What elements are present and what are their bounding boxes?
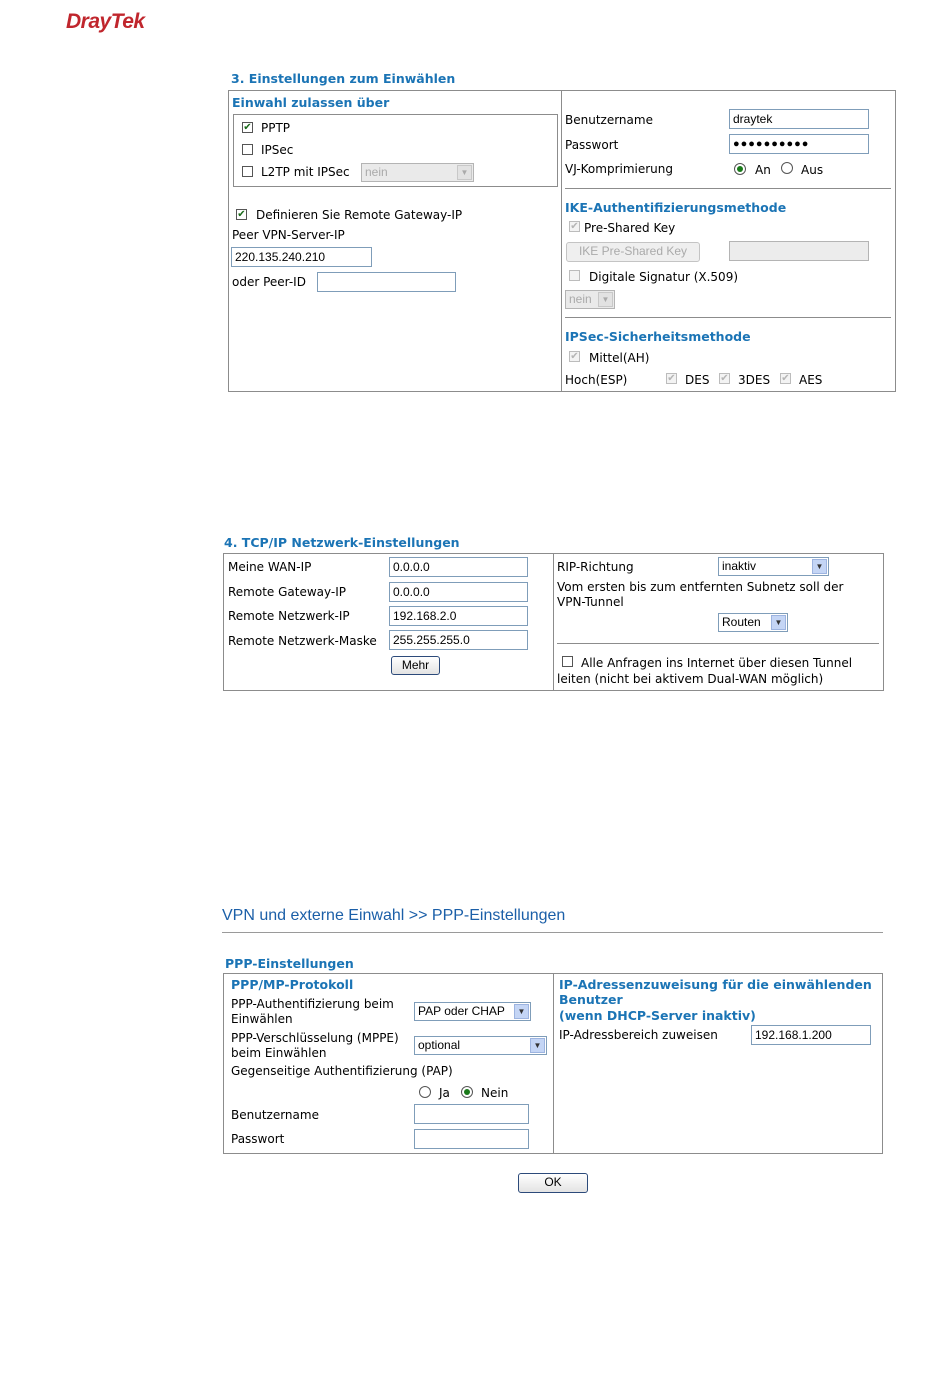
ppp-section-title: PPP-Einstellungen — [225, 956, 354, 971]
mutual-auth-no-radio[interactable] — [461, 1086, 473, 1098]
psk-label: Pre-Shared Key — [584, 221, 676, 235]
ike-psk-input[interactable] — [729, 241, 869, 261]
ppp-password-input[interactable] — [414, 1129, 529, 1149]
all-traffic-checkbox[interactable] — [562, 656, 573, 667]
digital-signature-select[interactable]: nein ▼ — [565, 290, 615, 309]
password-label: Passwort — [565, 138, 619, 152]
rip-direction-select[interactable]: inaktiv ▼ — [718, 557, 829, 576]
chevron-down-icon: ▼ — [812, 559, 827, 574]
mutual-auth-label: Gegenseitige Authentifizierung (PAP) — [231, 1064, 453, 1078]
route-text-line1: Vom ersten bis zum entfernten Subnetz soll der — [557, 580, 844, 594]
vj-on-radio[interactable] — [734, 163, 746, 175]
all-traffic-label-line1: Alle Anfragen ins Internet über diesen Tunnel — [581, 656, 853, 670]
my-wan-ip-input[interactable]: 0.0.0.0 — [389, 557, 528, 577]
separator — [557, 643, 879, 644]
ok-button[interactable]: OK — [518, 1173, 588, 1193]
chevron-down-icon: ▼ — [598, 292, 613, 307]
ip-assignment-title-line3: (wenn DHCP-Server inaktiv) — [559, 1008, 756, 1023]
separator — [565, 188, 891, 189]
ppp-encryption-select[interactable]: optional ▼ — [414, 1036, 547, 1055]
des-checkbox[interactable]: ✔ — [667, 373, 676, 384]
define-gateway-checkbox[interactable]: ✔ — [237, 209, 246, 220]
vj-compression-label: VJ-Komprimierung — [565, 162, 674, 176]
ike-auth-title: IKE-Authentifizierungsmethode — [565, 200, 787, 215]
remote-network-ip-label: Remote Netzwerk-IP — [228, 609, 350, 623]
ip-range-input[interactable]: 192.168.1.200 — [751, 1025, 871, 1045]
username-input[interactable]: draytek — [729, 109, 869, 129]
chevron-down-icon: ▼ — [530, 1038, 545, 1053]
allow-dialin-title: Einwahl zulassen über — [232, 95, 390, 110]
chevron-down-icon: ▼ — [457, 165, 472, 180]
high-esp-label: Hoch(ESP) — [565, 373, 628, 387]
ppp-password-label: Passwort — [231, 1132, 285, 1146]
ppp-auth-label-line2: Einwählen — [231, 1012, 293, 1026]
define-gateway-label: Definieren Sie Remote Gateway-IP — [256, 208, 463, 222]
more-button[interactable]: Mehr — [391, 656, 440, 675]
section4-divider — [553, 553, 554, 691]
ppp-username-input[interactable] — [414, 1104, 529, 1124]
aes-label: AES — [799, 373, 823, 387]
rip-direction-label: RIP-Richtung — [557, 560, 634, 574]
peer-id-label: oder Peer-ID — [232, 275, 306, 289]
3des-checkbox[interactable]: ✔ — [720, 373, 729, 384]
ip-assignment-title-line2: Benutzer — [559, 992, 623, 1007]
ppp-divider — [553, 973, 554, 1154]
pptp-label: PPTP — [261, 121, 291, 135]
ipsec-security-title: IPSec-Sicherheitsmethode — [565, 329, 751, 344]
separator — [565, 317, 891, 318]
remote-gateway-ip-input[interactable]: 0.0.0.0 — [389, 582, 528, 602]
ppp-encryption-label-line2: beim Einwählen — [231, 1046, 327, 1060]
vj-off-radio[interactable] — [781, 162, 793, 174]
ipsec-checkbox[interactable] — [242, 144, 253, 155]
peer-vpn-input[interactable]: 220.135.240.210 — [231, 247, 372, 267]
pptp-checkbox[interactable]: ✔ — [243, 122, 252, 133]
chevron-down-icon: ▼ — [771, 615, 786, 630]
ppp-mp-protocol-title: PPP/MP-Protokoll — [231, 977, 354, 992]
section4-title: 4. TCP/IP Netzwerk-Einstellungen — [224, 535, 460, 550]
3des-label: 3DES — [738, 373, 771, 387]
l2tp-select[interactable]: nein ▼ — [361, 163, 474, 182]
all-traffic-label-line2: leiten (nicht bei aktivem Dual-WAN möglich) — [557, 672, 824, 686]
ppp-encryption-label-line1: PPP-Verschlüsselung (MPPE) — [231, 1031, 399, 1045]
vj-on-label: An — [755, 163, 771, 177]
ppp-username-label: Benutzername — [231, 1108, 319, 1122]
medium-ah-checkbox[interactable]: ✔ — [570, 351, 579, 362]
ppp-auth-label-line1: PPP-Authentifizierung beim — [231, 997, 394, 1011]
mutual-auth-no-label: Nein — [481, 1086, 509, 1100]
remote-gateway-ip-label: Remote Gateway-IP — [228, 585, 347, 599]
page-title: VPN und externe Einwahl >> PPP-Einstellungen — [222, 907, 566, 924]
route-text-line2: VPN-Tunnel — [557, 595, 624, 609]
ike-psk-button[interactable]: IKE Pre-Shared Key — [566, 242, 700, 262]
ppp-auth-select[interactable]: PAP oder CHAP ▼ — [414, 1002, 531, 1021]
title-underline — [222, 932, 883, 933]
draytek-logo: DrayTek — [66, 10, 145, 33]
my-wan-ip-label: Meine WAN-IP — [228, 560, 312, 574]
ipsec-label: IPSec — [261, 143, 294, 157]
digital-signature-label: Digitale Signatur (X.509) — [589, 270, 739, 284]
password-input[interactable]: ●●●●●●●●●● — [729, 134, 869, 154]
mutual-auth-yes-label: Ja — [439, 1086, 450, 1100]
peer-vpn-label: Peer VPN-Server-IP — [232, 228, 345, 242]
route-mode-select[interactable]: Routen ▼ — [718, 613, 788, 632]
des-label: DES — [685, 373, 710, 387]
username-label: Benutzername — [565, 113, 653, 127]
chevron-down-icon: ▼ — [514, 1004, 529, 1019]
medium-ah-label: Mittel(AH) — [589, 351, 650, 365]
aes-checkbox[interactable]: ✔ — [781, 373, 790, 384]
digital-signature-checkbox[interactable] — [569, 270, 580, 281]
ip-assignment-title-line1: IP-Adressenzuweisung für die einwählenden — [559, 977, 872, 992]
section3-divider — [561, 90, 562, 392]
section3-title: 3. Einstellungen zum Einwählen — [231, 71, 456, 86]
psk-checkbox[interactable]: ✔ — [570, 221, 579, 232]
l2tp-checkbox[interactable] — [242, 166, 253, 177]
vj-off-label: Aus — [801, 163, 824, 177]
remote-network-mask-input[interactable]: 255.255.255.0 — [389, 630, 528, 650]
remote-network-ip-input[interactable]: 192.168.2.0 — [389, 606, 528, 626]
mutual-auth-yes-radio[interactable] — [419, 1086, 431, 1098]
peer-id-input[interactable] — [317, 272, 456, 292]
ip-range-label: IP-Adressbereich zuweisen — [559, 1028, 718, 1042]
l2tp-label: L2TP mit IPSec — [261, 165, 350, 179]
remote-network-mask-label: Remote Netzwerk-Maske — [228, 634, 377, 648]
